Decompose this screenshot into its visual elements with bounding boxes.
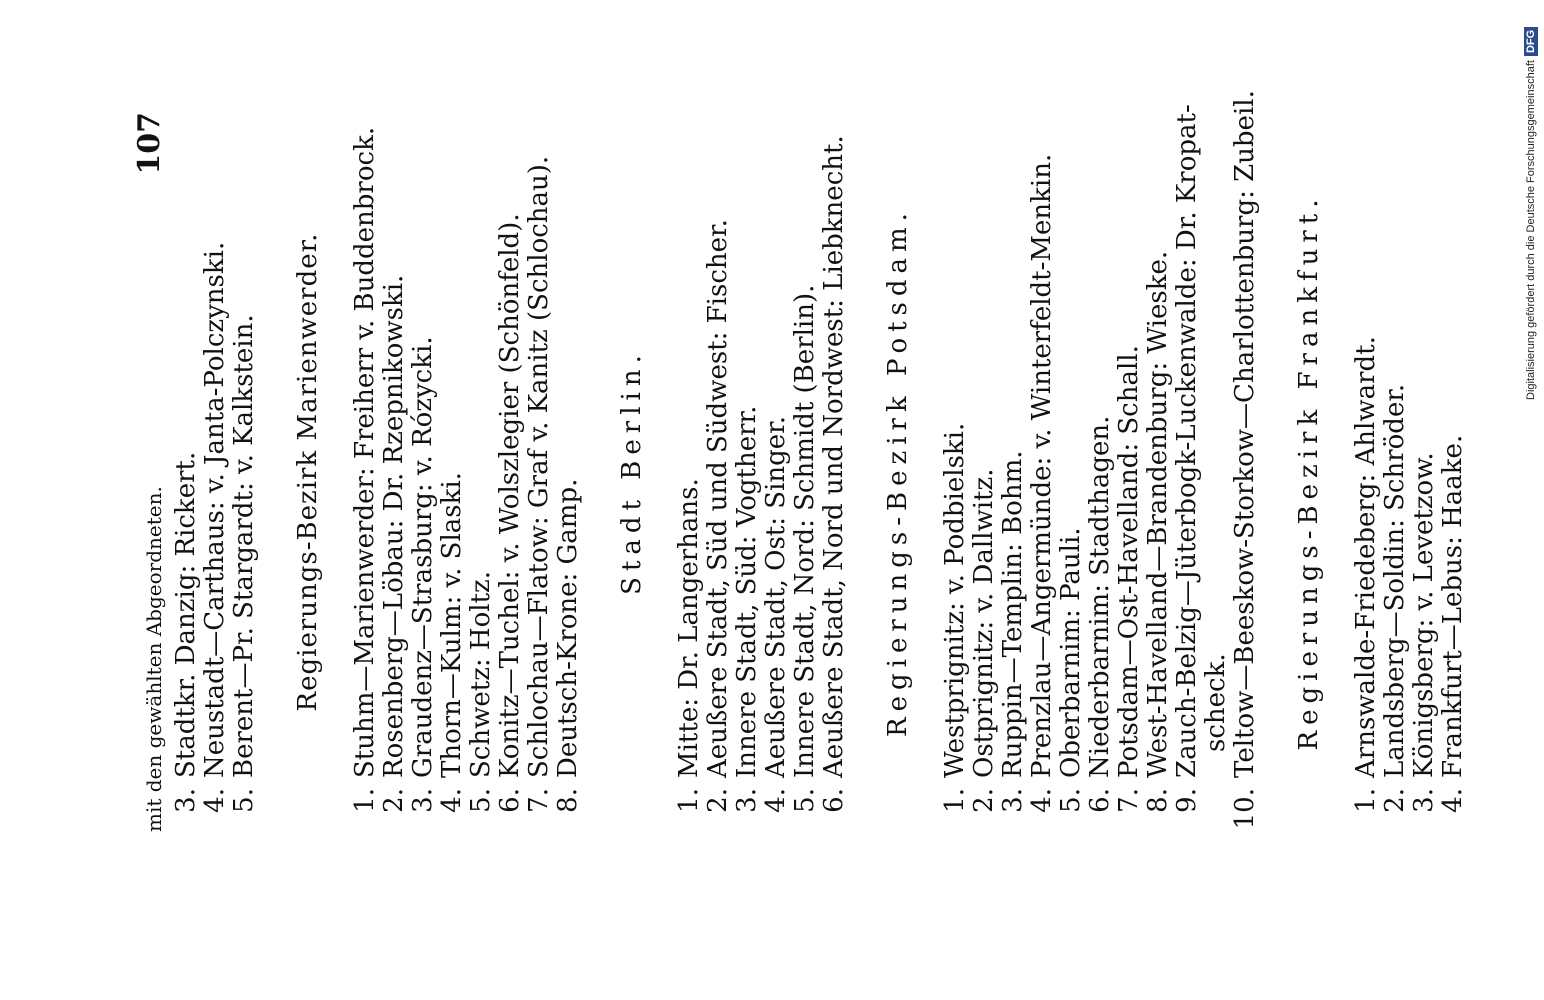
list-item xyxy=(1086,112,1115,832)
list-item xyxy=(675,112,704,832)
entry-text: West-Havelland—Brandenburg: Wieske. xyxy=(1143,250,1173,778)
list-item xyxy=(201,112,230,832)
entry-text: Innere Stadt, Nord: Schmidt (Berlin). xyxy=(790,284,820,778)
entry-text: Aeußere Stadt, Nord und Nordwest: Liebknecht. xyxy=(819,135,849,778)
list-item xyxy=(762,112,791,832)
list-item xyxy=(172,112,201,832)
entry-text: Arnswalde-Friedeberg: Ahlwardt. xyxy=(1351,336,1381,778)
list-item xyxy=(438,112,467,832)
potsdam-entry-list xyxy=(940,90,1260,832)
entry-text: Stadtkr. Danzig: Rickert. xyxy=(171,451,201,778)
section-heading-potsdam: Regierungs-Bezirk Potsdam. xyxy=(883,207,913,737)
entry-number: 2. xyxy=(969,788,999,813)
entry-text: Deutsch-Krone: Gamp. xyxy=(553,478,583,778)
entry-text-wrapped xyxy=(1173,104,1231,778)
credit-text: Digitalisierung gefördert durch die Deutsche Forschungsgemeinschaft xyxy=(1525,60,1537,400)
running-head-title: mit den gewählten Abgeordneten. xyxy=(142,486,166,832)
entry-text: Westprignitz: v. Podbielski. xyxy=(940,422,970,778)
entry-text: Oberbarnim: Pauli. xyxy=(1056,527,1086,778)
entry-text: Thorn—Kulm: v. Slaski. xyxy=(437,472,467,778)
entry-number: 1. xyxy=(1351,788,1381,813)
section-heading-frankfurt: Regierungs-Bezirk Frankfurt. xyxy=(1294,193,1324,751)
list-item xyxy=(1381,112,1410,832)
entry-text: Königsberg: v. Levetzow. xyxy=(1409,452,1439,778)
entry-text: Stuhm—Marienwerder: Freiherr v. Buddenbrock. xyxy=(350,126,380,778)
entry-text: Potsdam—Ost-Havelland: Schall. xyxy=(1114,345,1144,778)
entry-text: Graudenz—Strasburg: v. Rózycki. xyxy=(408,336,438,778)
list-item xyxy=(1439,112,1468,832)
list-item xyxy=(1230,90,1260,832)
list-item xyxy=(525,112,554,832)
list-item xyxy=(1352,112,1381,832)
entry-text: Frankfurt—Lebus: Haake. xyxy=(1438,434,1468,778)
entry-number: 6. xyxy=(495,788,525,813)
page-number: 107 xyxy=(132,112,167,175)
entry-number: 5. xyxy=(1056,788,1086,813)
entry-number: 10. xyxy=(1230,788,1260,830)
list-item xyxy=(351,112,380,832)
entry-number: 4. xyxy=(761,788,791,813)
entry-number: 6. xyxy=(1085,788,1115,813)
berlin-entry-list xyxy=(675,112,849,832)
entry-number: 5. xyxy=(790,788,820,813)
entry-number: 1. xyxy=(940,788,970,813)
entry-number: 1. xyxy=(674,788,704,813)
list-item xyxy=(554,112,583,832)
entry-number: 3. xyxy=(408,788,438,813)
list-item xyxy=(467,112,496,832)
entry-number: 9. xyxy=(1172,788,1202,813)
entry-number: 2. xyxy=(703,788,733,813)
dfg-logo: DFG xyxy=(1524,27,1538,56)
list-item xyxy=(704,112,733,832)
list-item xyxy=(380,112,409,832)
entry-number: 8. xyxy=(553,788,583,813)
entry-number: 5. xyxy=(229,788,259,813)
entry-text: Berent—Pr. Stargardt: v. Kalkstein. xyxy=(229,314,259,778)
entry-number: 7. xyxy=(524,788,554,813)
list-item xyxy=(791,112,820,832)
entry-text: Teltow—Beeskow-Storkow—Charlottenburg: Zubeil. xyxy=(1230,90,1260,778)
list-item xyxy=(230,112,259,832)
list-item xyxy=(941,112,970,832)
entry-number: 8. xyxy=(1143,788,1173,813)
list-item xyxy=(733,112,762,832)
entry-number: 6. xyxy=(819,788,849,813)
entry-text: Mitte: Dr. Langerhans. xyxy=(674,478,704,778)
list-item xyxy=(970,112,999,832)
section-heading-marienwerder: Regierungs-Bezirk Marienwerder. xyxy=(293,232,323,712)
entry-text: Niederbarnim: Stadthagen. xyxy=(1085,415,1115,778)
entry-number: 2. xyxy=(1380,788,1410,813)
list-item xyxy=(409,112,438,832)
entry-text: Konitz—Tuchel: v. Wolszlegier (Schönfeld). xyxy=(495,213,525,778)
entry-text: Neustadt—Carthaus: v. Janta-Polczynski. xyxy=(200,241,230,778)
list-item xyxy=(1028,112,1057,832)
entry-text: Prenzlau—Angermünde: v. Winterfeldt-Menkin. xyxy=(1027,153,1057,778)
entry-text: Ostprignitz: v. Dallwitz. xyxy=(969,468,999,778)
entry-text: Aeußere Stadt, Süd und Südwest: Fischer. xyxy=(703,219,733,778)
list-item xyxy=(1057,112,1086,832)
entry-number: 4. xyxy=(1027,788,1057,813)
list-item xyxy=(1172,104,1231,832)
entry-text: Rosenberg—Löbau: Dr. Rzepnikowski. xyxy=(379,274,409,778)
list-item xyxy=(1115,112,1144,832)
digitization-credit xyxy=(1521,4,1541,400)
entry-number: 1. xyxy=(350,788,380,813)
list-item xyxy=(496,112,525,832)
entry-number: 3. xyxy=(171,788,201,813)
entry-text: Zauch-Belzig—Jüterbogk-Luckenwalde: Dr. Kropat- xyxy=(1172,104,1202,778)
entry-number: 2. xyxy=(379,788,409,813)
entry-number: 7. xyxy=(1114,788,1144,813)
entry-text: Schlochau—Flatow: Graf v. Kanitz (Schlochau). xyxy=(524,155,554,778)
entry-number: 3. xyxy=(732,788,762,813)
digitization-credit-text xyxy=(1521,4,1541,400)
marienwerder-entry-list xyxy=(351,112,583,832)
entry-number: 5. xyxy=(466,788,496,813)
page-content xyxy=(132,90,1468,832)
entry-text: Innere Stadt, Süd: Vogtherr. xyxy=(732,405,762,778)
entry-number: 3. xyxy=(1409,788,1439,813)
entry-text: Aeußere Stadt, Ost: Singer. xyxy=(761,416,791,778)
entry-text: Ruppin—Templin: Bohm. xyxy=(998,450,1028,778)
entry-text: Schwetz: Holtz. xyxy=(466,571,496,778)
list-item xyxy=(1410,112,1439,832)
entry-text-continuation: scheck. xyxy=(1201,653,1231,752)
entry-number: 3. xyxy=(998,788,1028,813)
intro-entry-list xyxy=(172,112,259,832)
list-item xyxy=(1144,112,1173,832)
list-item xyxy=(820,112,849,832)
entry-text: Landsberg—Soldin: Schröder. xyxy=(1380,383,1410,778)
entry-number: 4. xyxy=(1438,788,1468,813)
list-item xyxy=(999,112,1028,832)
frankfurt-entry-list xyxy=(1352,112,1468,832)
entry-number: 4. xyxy=(437,788,467,813)
section-heading-berlin: Stadt Berlin. xyxy=(617,349,647,595)
entry-number: 4. xyxy=(200,788,230,813)
running-head xyxy=(132,112,172,832)
